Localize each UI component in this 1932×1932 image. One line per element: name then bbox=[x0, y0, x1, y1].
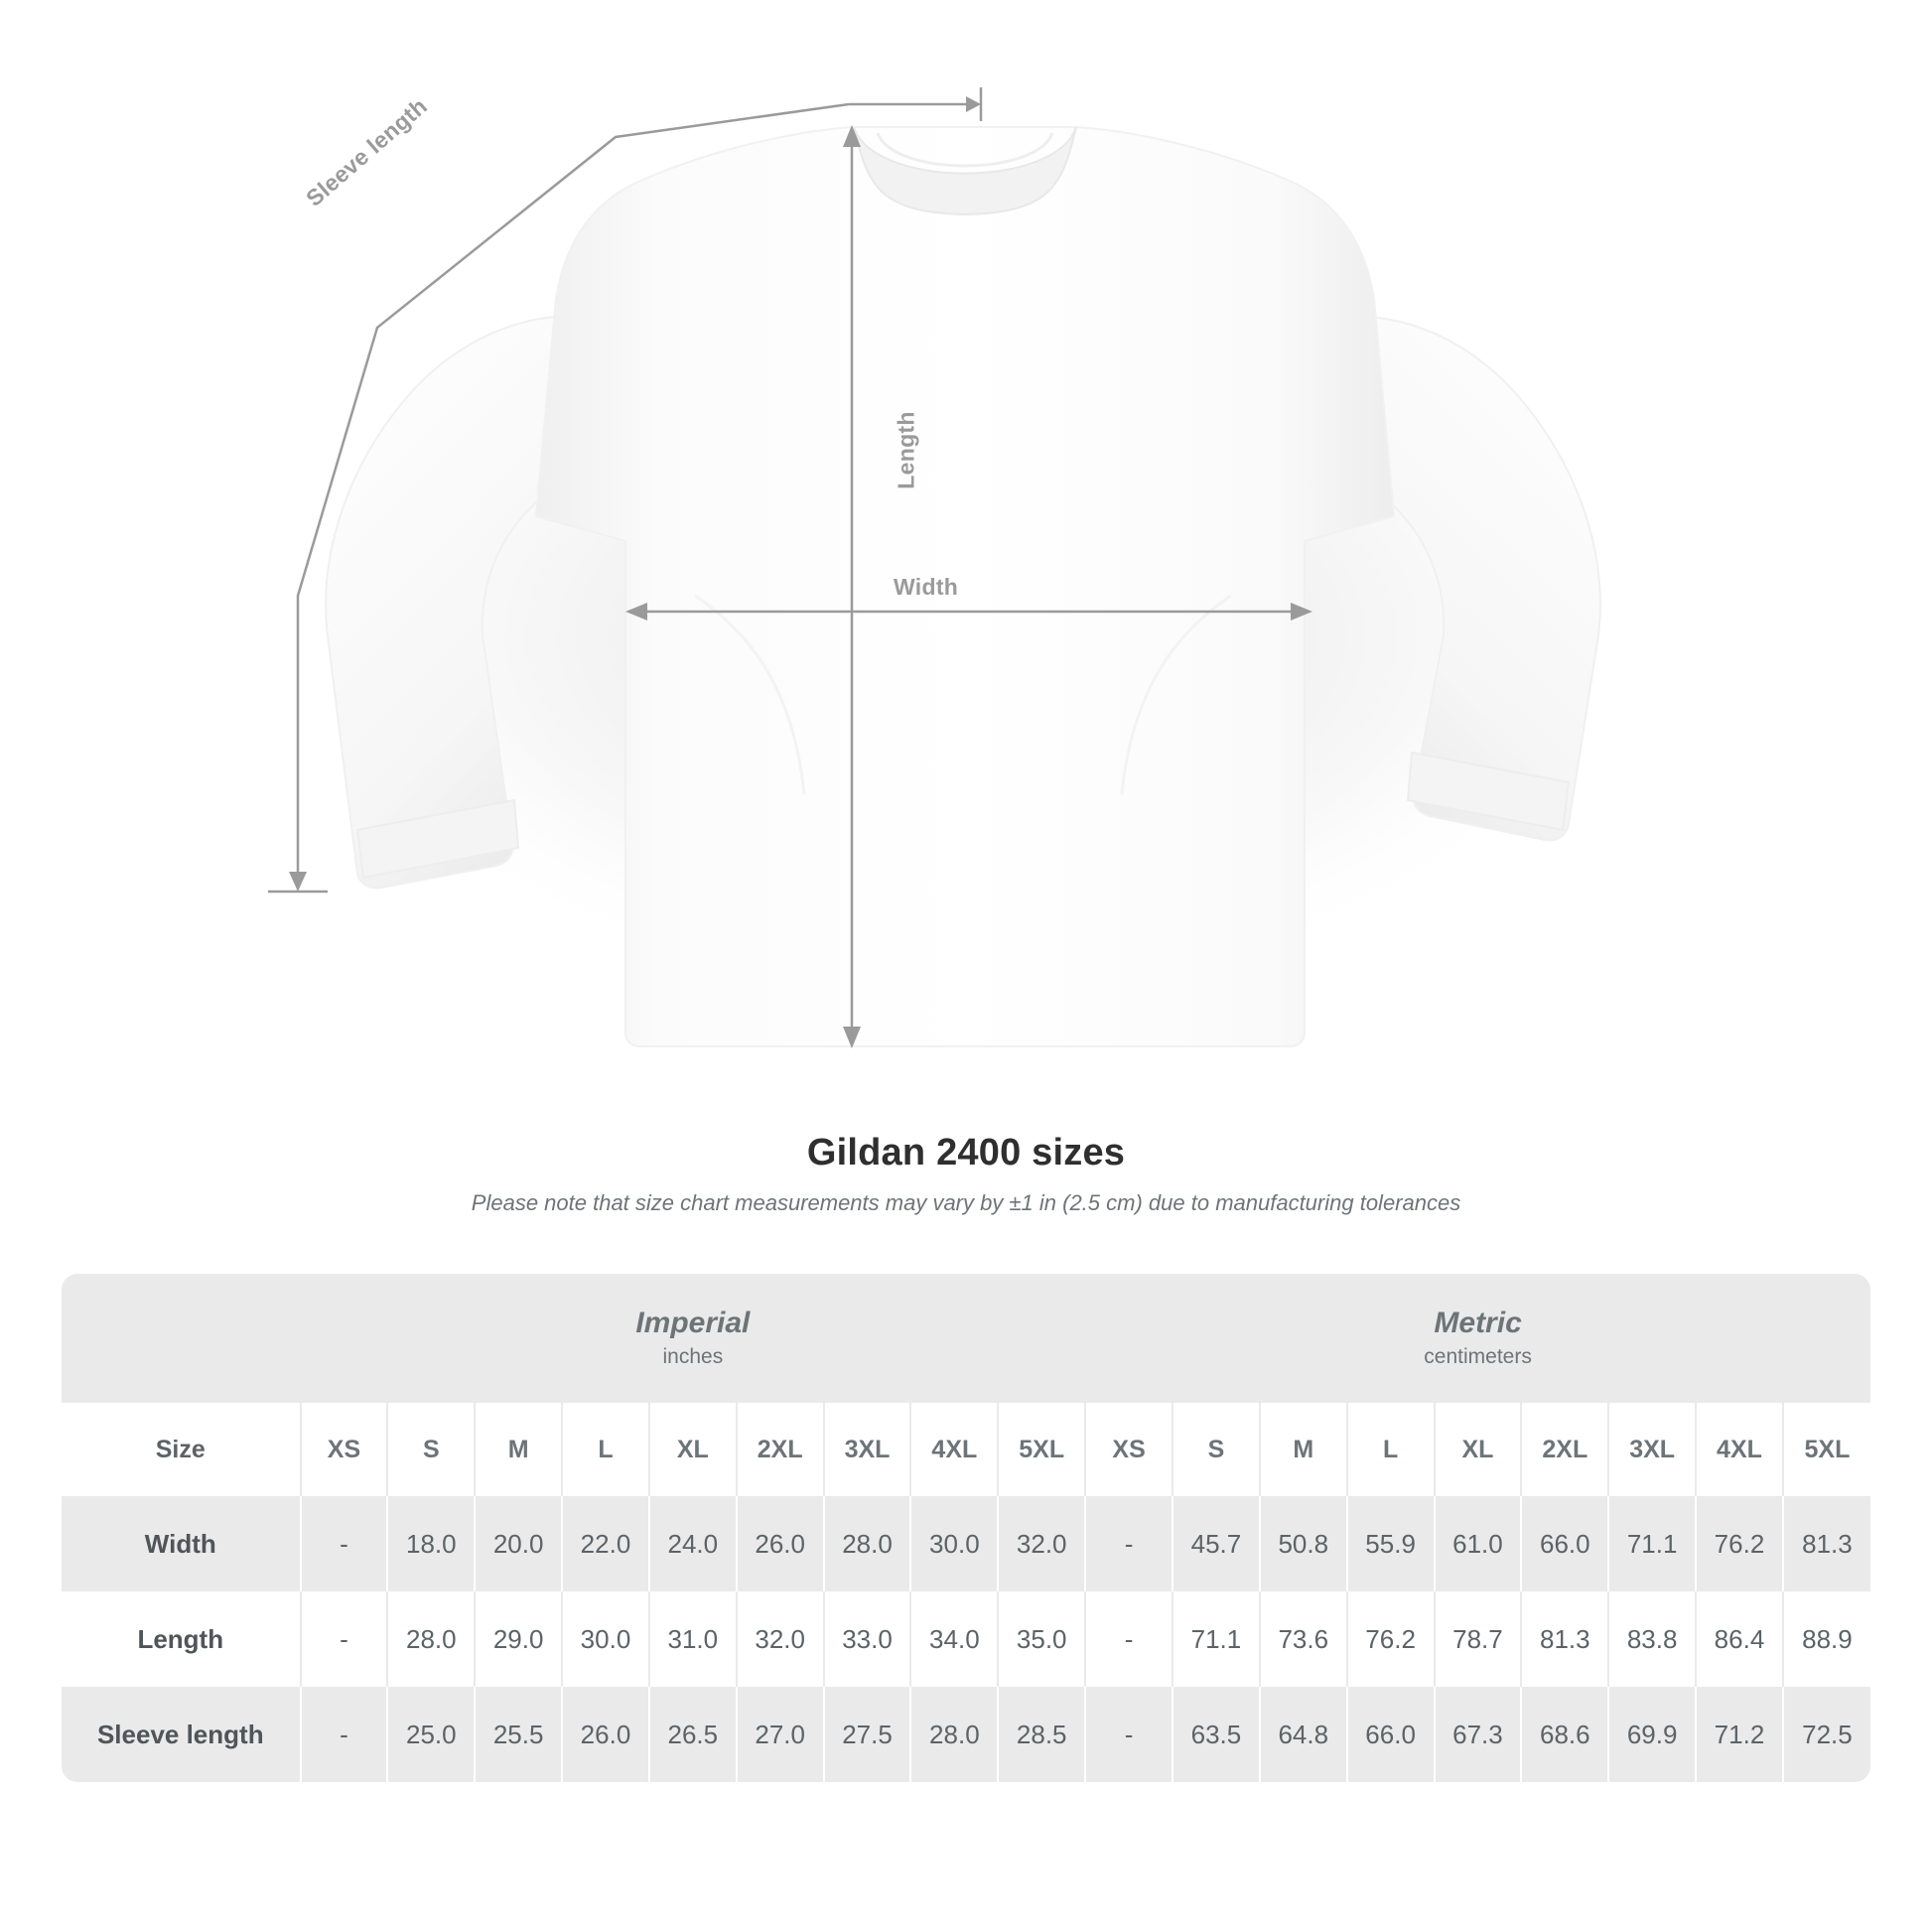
cell-sleeve-imperial-s: 25.0 bbox=[387, 1687, 475, 1782]
cell-sleeve-imperial-xl: 26.5 bbox=[649, 1687, 737, 1782]
row-label-width: Width bbox=[62, 1496, 301, 1591]
size-header-row bbox=[62, 1403, 1870, 1496]
cell-length-imperial-l: 30.0 bbox=[562, 1591, 649, 1687]
cell-width-metric-l: 55.9 bbox=[1347, 1496, 1435, 1591]
cell-width-imperial-m: 20.0 bbox=[475, 1496, 562, 1591]
size-header-imperial-s: S bbox=[387, 1403, 475, 1496]
cell-sleeve-imperial-3xl: 27.5 bbox=[824, 1687, 911, 1782]
size-header-imperial-2xl: 2XL bbox=[737, 1403, 824, 1496]
size-chart-table bbox=[62, 1274, 1870, 1782]
table-row bbox=[62, 1687, 1870, 1782]
cell-length-imperial-4xl: 34.0 bbox=[910, 1591, 998, 1687]
cell-length-imperial-xs: - bbox=[301, 1591, 388, 1687]
cell-length-metric-3xl: 83.8 bbox=[1608, 1591, 1696, 1687]
size-header-imperial-3xl: 3XL bbox=[824, 1403, 911, 1496]
cell-width-imperial-5xl: 32.0 bbox=[998, 1496, 1085, 1591]
size-header-metric-4xl: 4XL bbox=[1696, 1403, 1783, 1496]
cell-sleeve-imperial-4xl: 28.0 bbox=[910, 1687, 998, 1782]
cell-width-metric-4xl: 76.2 bbox=[1696, 1496, 1783, 1591]
cell-sleeve-metric-s: 63.5 bbox=[1173, 1687, 1260, 1782]
size-header-imperial-5xl: 5XL bbox=[998, 1403, 1085, 1496]
unit-header-metric bbox=[1085, 1274, 1870, 1403]
size-header-imperial-l: L bbox=[562, 1403, 649, 1496]
cell-length-metric-xl: 78.7 bbox=[1435, 1591, 1522, 1687]
sleeve-length-dimension-label: Sleeve length bbox=[301, 92, 433, 211]
table-row bbox=[62, 1496, 1870, 1591]
cell-sleeve-metric-2xl: 68.6 bbox=[1521, 1687, 1608, 1782]
size-chart-table-wrapper bbox=[62, 1274, 1870, 1782]
body bbox=[536, 127, 1394, 1046]
cell-width-metric-xl: 61.0 bbox=[1435, 1496, 1522, 1591]
tolerance-note: Please note that size chart measurements may vary by ±1 in (2.5 cm) due to manufacturing tolerances bbox=[471, 1190, 1461, 1215]
cell-sleeve-imperial-xs: - bbox=[301, 1687, 388, 1782]
cell-sleeve-imperial-l: 26.0 bbox=[562, 1687, 649, 1782]
size-header-imperial-4xl: 4XL bbox=[910, 1403, 998, 1496]
length-dimension-label: Length bbox=[893, 411, 919, 489]
cell-sleeve-metric-xs: - bbox=[1085, 1687, 1173, 1782]
row-label-sleeve-length: Sleeve length bbox=[62, 1687, 301, 1782]
cell-width-metric-xs: - bbox=[1085, 1496, 1173, 1591]
unit-header-imperial-title: Imperial bbox=[635, 1306, 751, 1339]
chart-header bbox=[0, 1132, 1932, 1216]
cell-sleeve-imperial-m: 25.5 bbox=[475, 1687, 562, 1782]
cell-width-imperial-xl: 24.0 bbox=[649, 1496, 737, 1591]
cell-length-imperial-m: 29.0 bbox=[475, 1591, 562, 1687]
unit-header-spacer bbox=[62, 1274, 301, 1403]
cell-length-imperial-xl: 31.0 bbox=[649, 1591, 737, 1687]
cell-length-metric-2xl: 81.3 bbox=[1521, 1591, 1608, 1687]
cell-width-metric-2xl: 66.0 bbox=[1521, 1496, 1608, 1591]
cell-length-imperial-s: 28.0 bbox=[387, 1591, 475, 1687]
size-header-metric-xs: XS bbox=[1085, 1403, 1173, 1496]
size-header-imperial-xs: XS bbox=[301, 1403, 388, 1496]
size-header-metric-2xl: 2XL bbox=[1521, 1403, 1608, 1496]
cell-width-metric-5xl: 81.3 bbox=[1783, 1496, 1870, 1591]
size-header-imperial-xl: XL bbox=[649, 1403, 737, 1496]
unit-header-imperial-sub: inches bbox=[662, 1345, 724, 1368]
table-row bbox=[62, 1591, 1870, 1687]
cell-sleeve-metric-xl: 67.3 bbox=[1435, 1687, 1522, 1782]
unit-group-header-row bbox=[62, 1274, 1870, 1403]
page-title: Gildan 2400 sizes bbox=[806, 1132, 1126, 1173]
cell-length-metric-5xl: 88.9 bbox=[1783, 1591, 1870, 1687]
cell-width-imperial-xs: - bbox=[301, 1496, 388, 1591]
cell-length-metric-l: 76.2 bbox=[1347, 1591, 1435, 1687]
width-dimension-label: Width bbox=[894, 574, 959, 600]
cell-length-metric-4xl: 86.4 bbox=[1696, 1591, 1783, 1687]
size-header-metric-xl: XL bbox=[1435, 1403, 1522, 1496]
unit-header-imperial bbox=[301, 1274, 1086, 1403]
cell-width-imperial-l: 22.0 bbox=[562, 1496, 649, 1591]
row-label-length: Length bbox=[62, 1591, 301, 1687]
cell-width-imperial-s: 18.0 bbox=[387, 1496, 475, 1591]
size-header-metric-l: L bbox=[1347, 1403, 1435, 1496]
cell-sleeve-imperial-2xl: 27.0 bbox=[737, 1687, 824, 1782]
cell-length-metric-xs: - bbox=[1085, 1591, 1173, 1687]
cell-width-metric-3xl: 71.1 bbox=[1608, 1496, 1696, 1591]
cell-sleeve-metric-4xl: 71.2 bbox=[1696, 1687, 1783, 1782]
cell-sleeve-imperial-5xl: 28.5 bbox=[998, 1687, 1085, 1782]
size-header-metric-3xl: 3XL bbox=[1608, 1403, 1696, 1496]
cell-sleeve-metric-m: 64.8 bbox=[1260, 1687, 1347, 1782]
cell-width-imperial-3xl: 28.0 bbox=[824, 1496, 911, 1591]
size-header-metric-m: M bbox=[1260, 1403, 1347, 1496]
cell-width-metric-s: 45.7 bbox=[1173, 1496, 1260, 1591]
cell-length-imperial-2xl: 32.0 bbox=[737, 1591, 824, 1687]
unit-header-metric-title: Metric bbox=[1434, 1306, 1522, 1339]
size-header-metric-s: S bbox=[1173, 1403, 1260, 1496]
size-row-label: Size bbox=[62, 1403, 301, 1496]
unit-header-metric-sub: centimeters bbox=[1424, 1345, 1532, 1368]
cell-sleeve-metric-l: 66.0 bbox=[1347, 1687, 1435, 1782]
cell-length-imperial-5xl: 35.0 bbox=[998, 1591, 1085, 1687]
cell-width-imperial-4xl: 30.0 bbox=[910, 1496, 998, 1591]
cell-sleeve-metric-5xl: 72.5 bbox=[1783, 1687, 1870, 1782]
cell-width-imperial-2xl: 26.0 bbox=[737, 1496, 824, 1591]
size-header-imperial-m: M bbox=[475, 1403, 562, 1496]
cell-sleeve-metric-3xl: 69.9 bbox=[1608, 1687, 1696, 1782]
cell-length-metric-m: 73.6 bbox=[1260, 1591, 1347, 1687]
size-header-metric-5xl: 5XL bbox=[1783, 1403, 1870, 1496]
cell-length-imperial-3xl: 33.0 bbox=[824, 1591, 911, 1687]
cell-length-metric-s: 71.1 bbox=[1173, 1591, 1260, 1687]
cell-width-metric-m: 50.8 bbox=[1260, 1496, 1347, 1591]
